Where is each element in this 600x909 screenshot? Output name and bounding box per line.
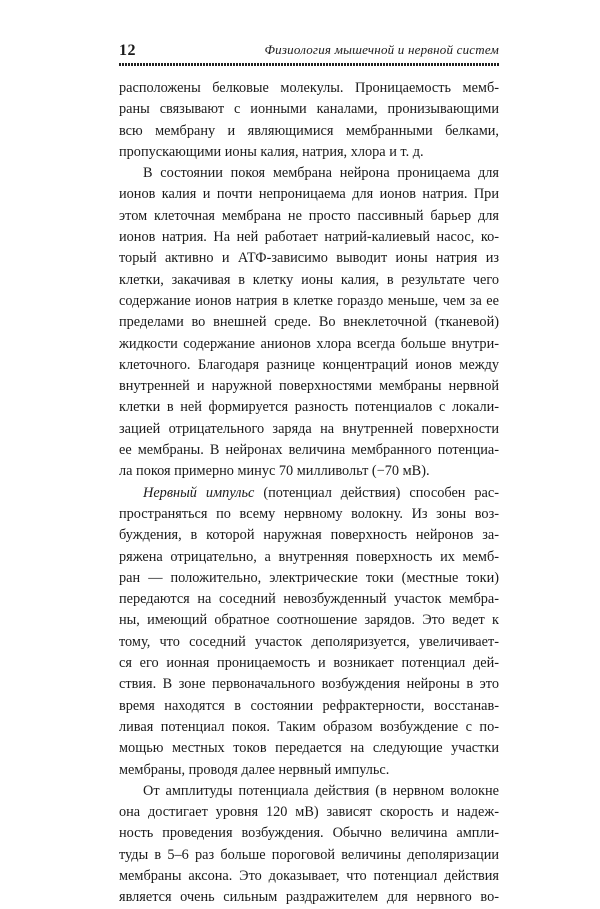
text-line: тому, что соседний участок деполяризуется, увеличивает- [119,633,499,650]
text-line: мембраны аксона. Это доказывает, что потенциал действия [119,867,499,884]
text-line: торый активно и АТФ-зависимо выводит ионы натрия из [119,250,499,267]
text-line: От амплитуды потенциала действия (в нервном волокне [143,782,499,799]
text-line: ран — положительно, электрические токи (местные токи) [119,569,499,586]
text-line: ионов калия и почти непроницаема для ионов натрия. При [119,186,499,203]
text-line: раны связывают с ионными каналами, пронизывающими [119,101,499,118]
text-line: пределами во внешней среде. Во внеклеточной (тканевой) [119,314,499,331]
paragraph-1 [119,78,499,163]
paragraph-2 [119,163,499,482]
paragraph-3 [119,483,499,781]
text-line: ся его ионная проницаемость и возникает потенциал дей- [119,655,499,672]
header-rule [119,63,499,66]
text-line: ряжена отрицательно, а внутренняя поверхность их мемб- [119,548,499,565]
text-line: В состоянии покоя мембрана нейрона проницаема для [143,165,499,182]
text-line: расположены белковые молекулы. Проницаемость мемб- [119,80,499,96]
text-line: внутренней и наружной поверхностями мембраны нервной [119,378,499,395]
body-text [119,78,499,909]
running-head [119,38,499,60]
text-line: мембраны, проводя далее нервный импульс. [119,761,390,778]
text-line: ла покоя примерно минус 70 милливольт (−70 мВ). [119,463,430,480]
text-line: клетки, закачивая в клетку ионы калия, в результате чего [119,271,499,288]
text-line: зацией отрицательного заряда на внутренней поверхности [119,420,499,437]
lead-line-rest: (потенциал действия) способен рас- [254,484,499,501]
text-line: она достигает уровня 120 мВ) зависят скорость и надеж- [119,804,499,821]
term-nerve-impulse: Нервный импульс [143,484,255,501]
text-line [119,483,499,504]
text-line: пропускающими ионы калия, натрия, хлора и т. д. [119,143,424,160]
text-line: буждения, в которой наружная поверхность нейронов за- [119,527,499,544]
text-line: ее мембраны. В нейронах величина мембранного потенциа- [119,442,499,459]
page-number: 12 [119,42,136,59]
text-line: ионов натрия. На ней работает натрий-калиевый насос, ко- [119,229,499,246]
text-line: ствия. В зоне первоначального возбуждения нейроны в это [119,676,499,693]
text-line: время находятся в состоянии рефрактерности, восстанав- [119,697,499,714]
text-line: всю мембрану и являющимися мембранными белками, [119,122,499,139]
text-line: этом клеточная мембрана не просто пассивный барьер для [119,207,499,224]
paragraph-4 [119,781,499,909]
text-line: мощью местных токов передается на следующие участки [119,740,499,757]
text-line: клеточного. Благодаря разнице концентраций ионов между [119,356,499,373]
text-line: клетки в ней формируется разность потенциалов с локали- [119,399,499,416]
text-line: жидкости содержание анионов хлора всегда больше внутри- [119,335,499,352]
text-line: содержание ионов натрия в клетке гораздо меньше, чем за ее [119,292,499,309]
text-line: туды в 5–6 раз больше пороговой величины деполяризации [119,846,499,863]
text-line: ны, имеющий обратное соотношение зарядов. Это ведет к [119,612,499,629]
section-title: Физиология мышечной и нервной систем [264,42,499,57]
text-line: ливая потенциал покоя. Таким образом возбуждение с по- [119,718,499,735]
text-line: передаются на соседний невозбужденный участок мембра- [119,591,499,608]
text-line: является очень сильным раздражителем для нервного во- [119,889,499,906]
text-line: пространяться по всему нервному волокну. Из зоны воз- [119,505,499,522]
text-line: ность проведения возбуждения. Обычно величина ампли- [119,825,499,842]
